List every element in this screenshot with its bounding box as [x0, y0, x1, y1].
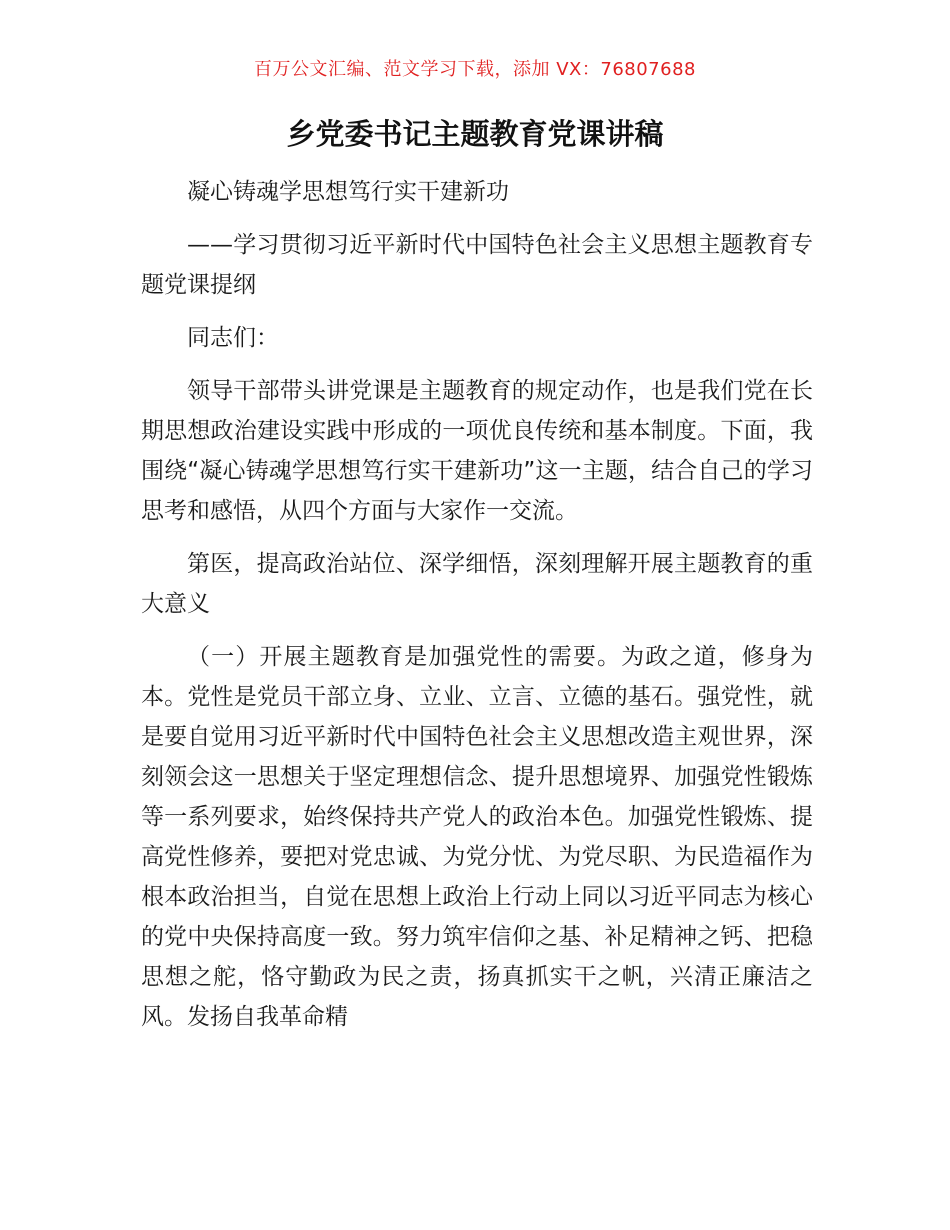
document-body — [141, 172, 813, 1050]
section-heading-paragraph: 第医，提高政治站位、深学细悟，深刻理解开展主题教育的重大意义 — [141, 551, 813, 617]
watermark-header: 百万公文汇编、范文学习下载，添加 VX：76807688 — [254, 59, 696, 80]
subtitle-paragraph: 凝心铸魂学思想笃行实干建新功 — [187, 179, 509, 205]
intro-paragraph: 领导干部带头讲党课是主题教育的规定动作，也是我们党在长期思想政治建设实践中形成的一项优良传统和基本制度。下面，我围绕“凝心铸魂学思想笃行实干建新功”这一主题，结合自己的学习思考和感悟，从四个方面与大家作一交流。 — [141, 378, 813, 524]
document-title: 乡党委书记主题教育党课讲稿 — [286, 117, 664, 151]
body-paragraph: （一）开展主题教育是加强党性的需要。为政之道，修身为本。党性是党员干部立身、立业、立言、立德的基石。强党性，就是要自觉用习近平新时代中国特色社会主义思想改造主观世界，深刻领会这一思想关于坚定理想信念、提升思想境界、加强党性锻炼等一系列要求，始终保持共产党人的政治本色。加强党性锻炼、提高党性修养，要把对党忠诚、为党分忧、为党尽职、为民造福作为根本政治担当，自觉在思想上政治上行动上同以习近平同志为核心的党中央保持高度一致。努力筑牢信仰之基、补足精神之钙、把稳思想之舵，恪守勤政为民之责，扬真抓实干之帆，兴清正廉洁之风。发扬自我革命精 — [141, 644, 813, 1030]
salutation-paragraph: 同志们： — [187, 325, 279, 351]
outline-subtitle-paragraph: ——学习贯彻习近平新时代中国特色社会主义思想主题教育专题党课提纲 — [141, 232, 813, 298]
